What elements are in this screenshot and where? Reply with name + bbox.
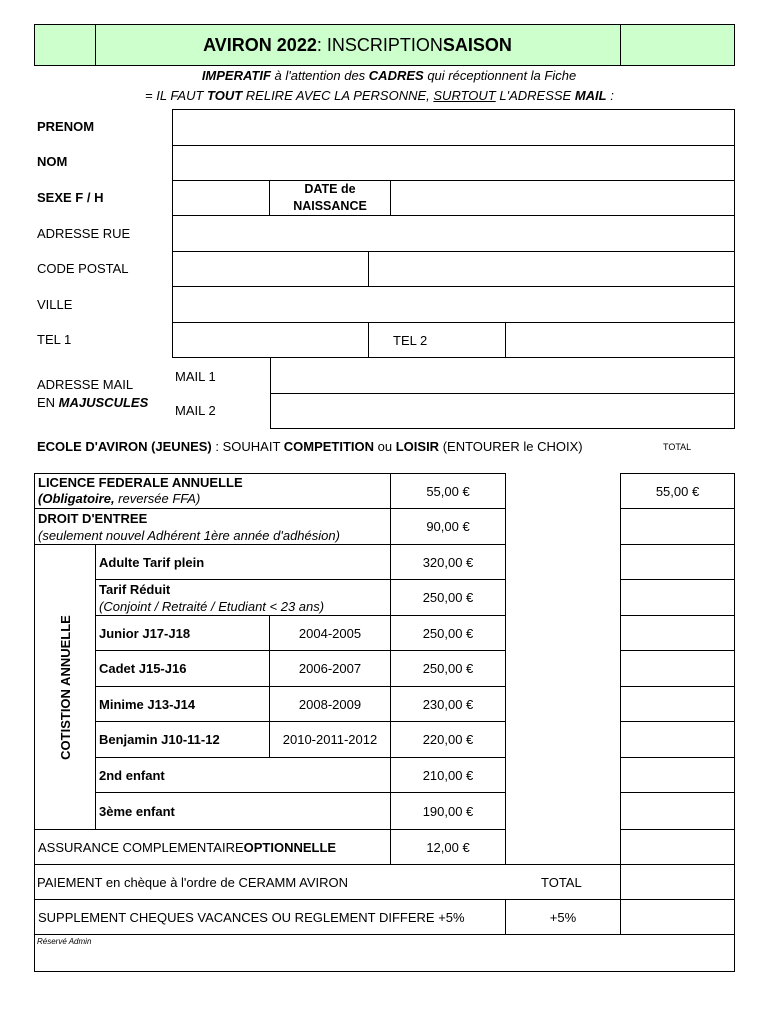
code-postal-label: CODE POSTAL [37,261,129,276]
admin-reserved-area[interactable] [34,935,735,972]
paiement-note: PAIEMENT en chèque à l'ordre de CERAMM AVIRON [37,875,348,890]
prenom-field[interactable] [172,109,735,146]
page-title: AVIRON 2022 : INSCRIPTION SAISON [203,34,512,55]
tarif-row-price: 190,00 € [390,792,506,830]
tarif-row-total[interactable] [620,579,735,616]
mail-label: ADRESSE MAIL EN MAJUSCULES [37,377,149,410]
tarif-row-years: 2010-2011-2012 [269,721,391,758]
tarif-row-label: 3ème enfant [95,792,391,830]
tel1-field[interactable] [172,322,369,358]
total-column-header: TOTAL [663,442,692,452]
grand-total-field[interactable] [620,864,735,900]
tarif-row-label: Tarif Réduit (Conjoint / Retraité / Etudiant < 23 ans) [95,579,391,616]
ville-label: VILLE [37,297,73,312]
title-divider-right [620,24,621,66]
code-postal-field[interactable] [172,251,369,287]
nom-field[interactable] [172,145,735,181]
ville-field[interactable] [172,286,735,323]
grand-total-label: TOTAL [541,875,582,890]
tarif-row-price: 230,00 € [390,686,506,722]
supplement-total[interactable] [620,899,735,935]
assurance-row-label: ASSURANCE COMPLEMENTAIRE OPTIONNELLE [34,829,391,865]
commune-extra-field[interactable] [368,251,735,287]
tel2-label: TEL 2 [368,322,506,358]
sexe-label: SEXE F / H [37,190,104,205]
tarif-row-years: 2004-2005 [269,615,391,651]
tarif-row-price: 320,00 € [390,544,506,580]
tarif-row-total[interactable] [620,686,735,722]
licence-total: 55,00 € [620,473,735,509]
tarif-row-label: Adulte Tarif plein [95,544,391,580]
tarif-row-price: 220,00 € [390,721,506,758]
sexe-field[interactable] [172,180,270,216]
supplement-label: SUPPLEMENT CHEQUES VACANCES OU REGLEMENT DIFFERE +5% [34,899,506,935]
mail1-field[interactable] [270,357,735,394]
tel2-field[interactable] [505,322,735,358]
licence-row-label: LICENCE FEDERALE ANNUELLE (Obligatoire, reversée FFA) [34,473,391,509]
tarif-row-label: 2nd enfant [95,757,391,793]
mail2-field[interactable] [270,393,735,429]
tarif-row-years: 2006-2007 [269,650,391,687]
tarif-row-label: Minime J13-J14 [95,686,270,722]
assurance-total[interactable] [620,829,735,865]
tarif-row-label: Junior J17-J18 [95,615,270,651]
tarif-row-label: Cadet J15-J16 [95,650,270,687]
supplement-percent: +5% [505,899,621,935]
licence-price: 55,00 € [390,473,506,509]
tarif-row-total[interactable] [620,721,735,758]
tarif-row-price: 210,00 € [390,757,506,793]
tarif-row-price: 250,00 € [390,579,506,616]
droit-entree-price: 90,00 € [390,508,506,545]
droit-entree-total[interactable] [620,508,735,545]
adresse-rue-field[interactable] [172,215,735,252]
mail2-label: MAIL 2 [175,403,216,418]
tarif-row-price: 250,00 € [390,650,506,687]
tarif-row-total[interactable] [620,792,735,830]
admin-reserved-label: Réservé Admin [37,937,92,946]
droit-entree-row-label: DROIT D'ENTREE (seulement nouvel Adhérent 1ère année d'adhésion) [34,508,391,545]
date-naissance-label: DATE de NAISSANCE [269,180,391,216]
cotisation-group-label: COTISTION ANNUELLE [34,544,96,830]
tarif-row-label: Benjamin J10-11-12 [95,721,270,758]
mail1-label: MAIL 1 [175,369,216,384]
notice-line-1: IMPERATIF à l'attention des CADRES qui réceptionnent la Fiche [201,68,577,83]
date-naissance-field[interactable] [390,180,735,216]
assurance-price: 12,00 € [390,829,506,865]
tarif-row-total[interactable] [620,650,735,687]
ecole-aviron-line: ECOLE D'AVIRON (JEUNES) : SOUHAIT COMPETITION ou LOISIR (ENTOURER le CHOIX) [37,439,583,454]
prenom-label: PRENOM [37,119,95,134]
tel1-label: TEL 1 [37,332,72,347]
nom-label: NOM [37,154,68,169]
notice-line-2: = IL FAUT TOUT RELIRE AVEC LA PERSONNE, SURTOUT L'ADRESSE MAIL : [145,88,614,103]
tarif-row-years: 2008-2009 [269,686,391,722]
tarif-row-total[interactable] [620,757,735,793]
tarif-row-total[interactable] [620,544,735,580]
adresse-rue-label: ADRESSE RUE [37,226,131,241]
tarif-row-price: 250,00 € [390,615,506,651]
tarif-row-total[interactable] [620,615,735,651]
